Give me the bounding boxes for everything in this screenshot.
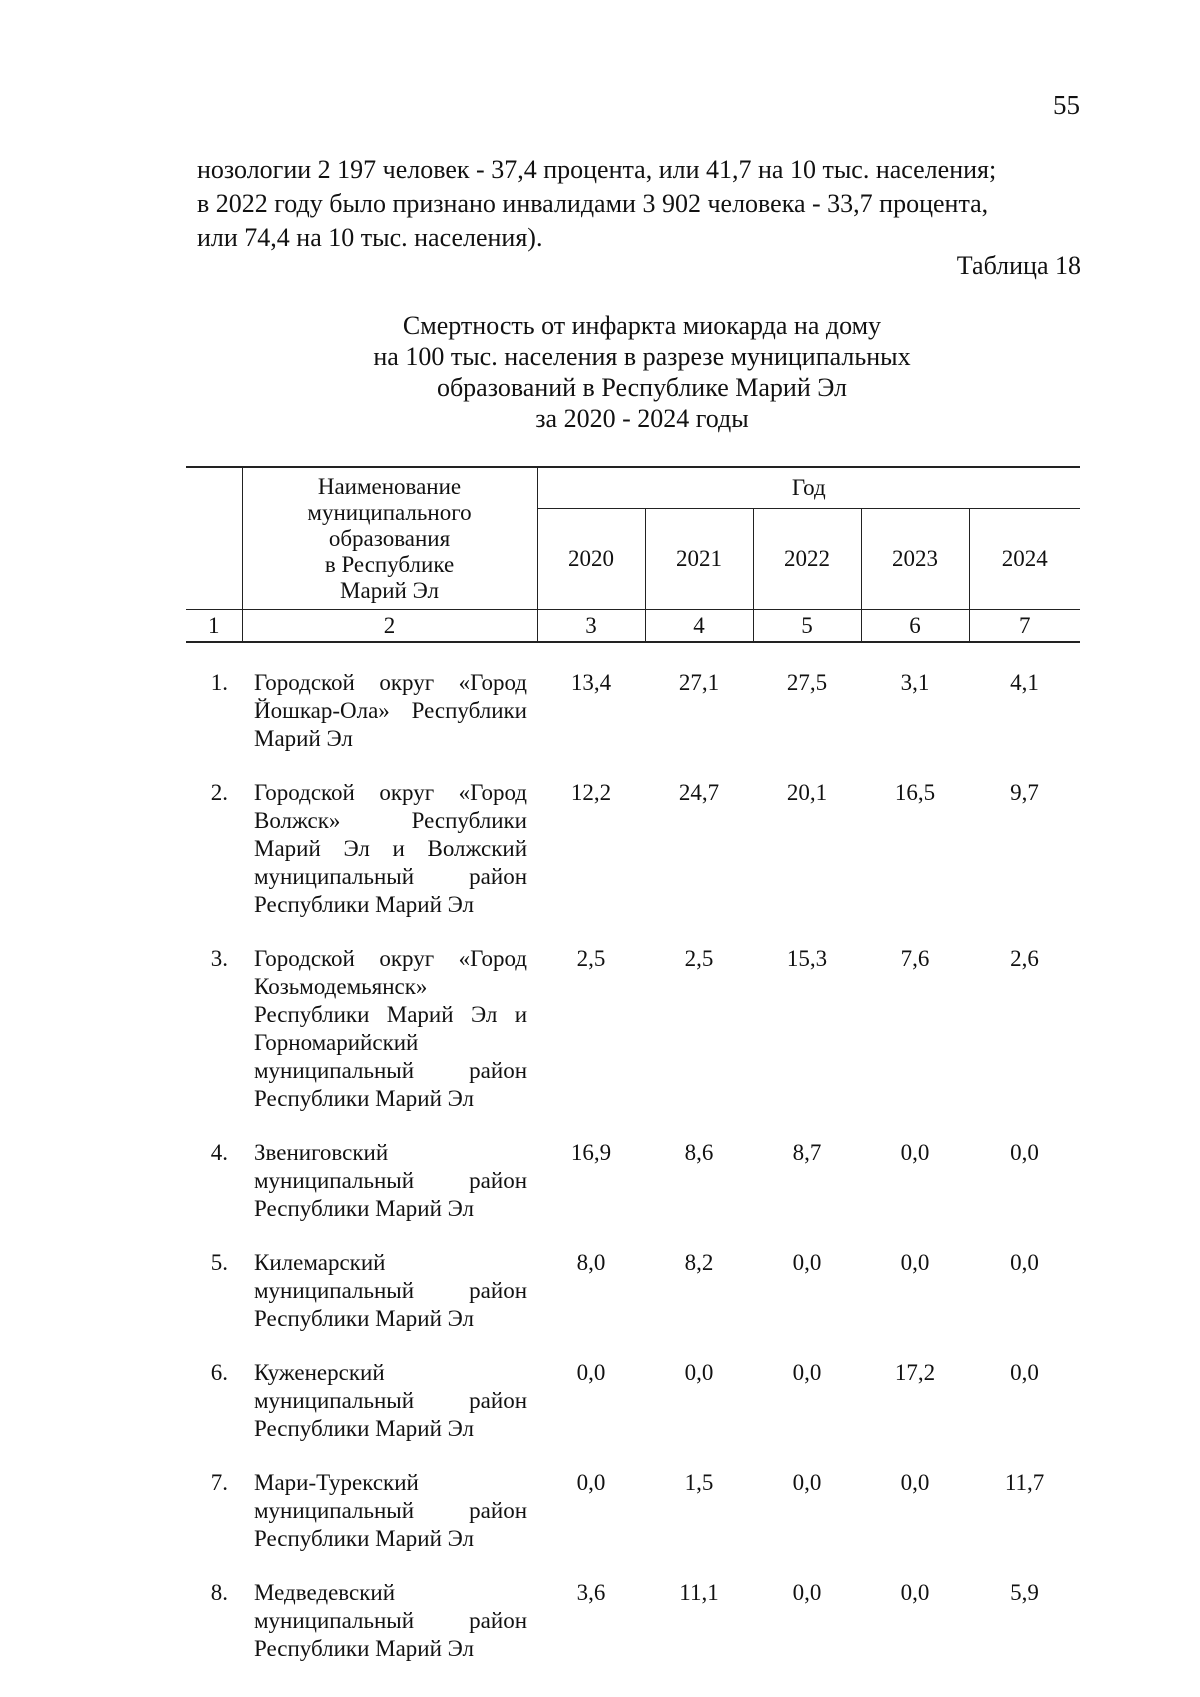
value-2024: 9,7 <box>1010 780 1039 805</box>
value-2021: 1,5 <box>684 1470 714 1495</box>
column-number: 4 <box>645 610 753 643</box>
row-number: 8. <box>210 1580 228 1605</box>
row-spacer <box>186 1113 1080 1139</box>
intro-paragraph <box>197 153 1081 255</box>
table-row <box>186 945 1080 1113</box>
header-year-2021: 2021 <box>645 509 753 610</box>
row-spacer <box>186 919 1080 945</box>
row-spacer <box>186 1223 1080 1249</box>
caption-line: Смертность от инфаркта миокарда на дому <box>402 311 882 340</box>
municipality-name: Медведевский муниципальный район Республики Марий Эл <box>254 1580 527 1661</box>
table-row <box>186 1139 1080 1223</box>
row-number: 6. <box>210 1360 228 1385</box>
page-number: 55 <box>1053 90 1080 120</box>
row-spacer <box>186 1553 1080 1579</box>
value-2020: 0,0 <box>576 1470 606 1495</box>
value-2021: 8,2 <box>684 1250 714 1275</box>
row-spacer-cell <box>186 919 1080 945</box>
value-2020: 3,6 <box>576 1580 606 1605</box>
value-2024: 4,1 <box>1010 670 1039 695</box>
row-number: 7. <box>210 1470 228 1495</box>
table-body <box>186 642 1080 1663</box>
table-row <box>186 779 1080 919</box>
value-2021: 24,7 <box>678 780 720 805</box>
column-number: 5 <box>753 610 861 643</box>
header-year-2022: 2022 <box>753 509 861 610</box>
table-row <box>186 1579 1080 1663</box>
value-2023: 7,6 <box>900 946 930 971</box>
value-2024: 0,0 <box>1010 1360 1039 1385</box>
value-2020: 8,0 <box>576 1250 606 1275</box>
value-2021: 27,1 <box>678 670 720 695</box>
column-number: 7 <box>969 610 1080 643</box>
row-spacer-cell <box>186 1113 1080 1139</box>
value-2024: 2,6 <box>1010 946 1039 971</box>
caption-line: на 100 тыс. населения в разрезе муниципальных <box>373 342 911 371</box>
row-spacer-cell <box>186 1333 1080 1359</box>
value-2023: 16,5 <box>894 780 936 805</box>
header-municipality <box>242 467 537 610</box>
value-2024: 5,9 <box>1010 1580 1039 1605</box>
row-spacer <box>186 1443 1080 1469</box>
row-spacer-cell <box>186 1553 1080 1579</box>
value-2024: 0,0 <box>1010 1250 1039 1275</box>
municipality-name: Городской округ «Город Йошкар-Ола» Республики Марий Эл <box>254 670 527 751</box>
header-year-2023: 2023 <box>861 509 969 610</box>
value-2022: 15,3 <box>786 946 828 971</box>
header-year: Год <box>537 467 1080 509</box>
value-2020: 12,2 <box>570 780 612 805</box>
row-number: 1. <box>210 670 228 695</box>
header-name-line: Марий Эл <box>340 577 439 603</box>
value-2023: 0,0 <box>900 1140 930 1165</box>
value-2022: 0,0 <box>792 1580 822 1605</box>
municipality-name: Мари-Турекский муниципальный район Республики Марий Эл <box>254 1470 527 1551</box>
value-2021: 2,5 <box>684 946 714 971</box>
row-number: 2. <box>210 780 228 805</box>
row-spacer-cell <box>186 642 1080 669</box>
column-number: 3 <box>537 610 645 643</box>
mortality-table <box>186 466 1080 1663</box>
municipality-name: Звениговский муниципальный район Республики Марий Эл <box>254 1140 527 1221</box>
caption-line: за 2020 - 2024 годы <box>535 404 749 433</box>
value-2024: 0,0 <box>1010 1140 1039 1165</box>
column-number: 1 <box>186 610 242 643</box>
row-spacer-cell <box>186 1443 1080 1469</box>
value-2021: 8,6 <box>684 1140 714 1165</box>
municipality-name: Килемарский муниципальный район Республики Марий Эл <box>254 1250 527 1331</box>
municipality-name: Городской округ «Город Волжск» Республики Марий Эл и Волжский муниципальный район Республики Марий Эл <box>254 780 527 917</box>
row-number: 3. <box>210 946 228 971</box>
value-2023: 0,0 <box>900 1580 930 1605</box>
header-name-line: Наименование <box>317 473 462 499</box>
value-2024: 11,7 <box>1004 1470 1045 1495</box>
row-number: 5. <box>210 1250 228 1275</box>
caption-line: образований в Республике Марий Эл <box>436 373 848 402</box>
value-2023: 0,0 <box>900 1470 930 1495</box>
row-spacer-cell <box>186 1223 1080 1249</box>
value-2023: 3,1 <box>900 670 930 695</box>
header-name-line: образования <box>328 525 451 551</box>
value-2020: 2,5 <box>576 946 606 971</box>
value-2020: 0,0 <box>576 1360 606 1385</box>
header-blank <box>186 467 242 610</box>
header-year-2020: 2020 <box>537 509 645 610</box>
table-row <box>186 1249 1080 1333</box>
column-number: 6 <box>861 610 969 643</box>
row-spacer <box>186 753 1080 779</box>
value-2021: 11,1 <box>679 1580 719 1605</box>
header-name-line: в Республике <box>324 551 455 577</box>
intro-line: или 74,4 на 10 тыс. населения). <box>197 223 543 252</box>
value-2020: 16,9 <box>570 1140 612 1165</box>
table-caption <box>247 310 1037 434</box>
intro-line: в 2022 году было признано инвалидами 3 902 человека - 33,7 процента, <box>197 189 989 218</box>
row-spacer <box>186 1333 1080 1359</box>
header-year-2024: 2024 <box>969 509 1080 610</box>
value-2022: 0,0 <box>792 1360 822 1385</box>
municipality-name: Куженерский муниципальный район Республики Марий Эл <box>254 1360 527 1441</box>
column-number: 2 <box>242 610 537 643</box>
row-spacer-cell <box>186 753 1080 779</box>
value-2023: 0,0 <box>900 1250 930 1275</box>
value-2022: 0,0 <box>792 1470 822 1495</box>
value-2023: 17,2 <box>894 1360 936 1385</box>
intro-line: нозологии 2 197 человек - 37,4 процента, или 41,7 на 10 тыс. населения; <box>197 155 997 184</box>
value-2022: 0,0 <box>792 1250 822 1275</box>
value-2022: 8,7 <box>792 1140 822 1165</box>
value-2022: 20,1 <box>786 780 828 805</box>
value-2021: 0,0 <box>684 1360 714 1385</box>
row-spacer <box>186 642 1080 669</box>
table-label: Таблица 18 <box>956 251 1081 280</box>
row-number: 4. <box>210 1140 228 1165</box>
value-2020: 13,4 <box>570 670 612 695</box>
table-row <box>186 669 1080 753</box>
table-row <box>186 1359 1080 1443</box>
table-row <box>186 1469 1080 1553</box>
value-2022: 27,5 <box>786 670 828 695</box>
header-name-line: муниципального <box>307 499 472 525</box>
municipality-name: Городской округ «Город Козьмодемьянск» Республики Марий Эл и Горномарийский муниципальный район Республики Марий Эл <box>254 946 527 1111</box>
